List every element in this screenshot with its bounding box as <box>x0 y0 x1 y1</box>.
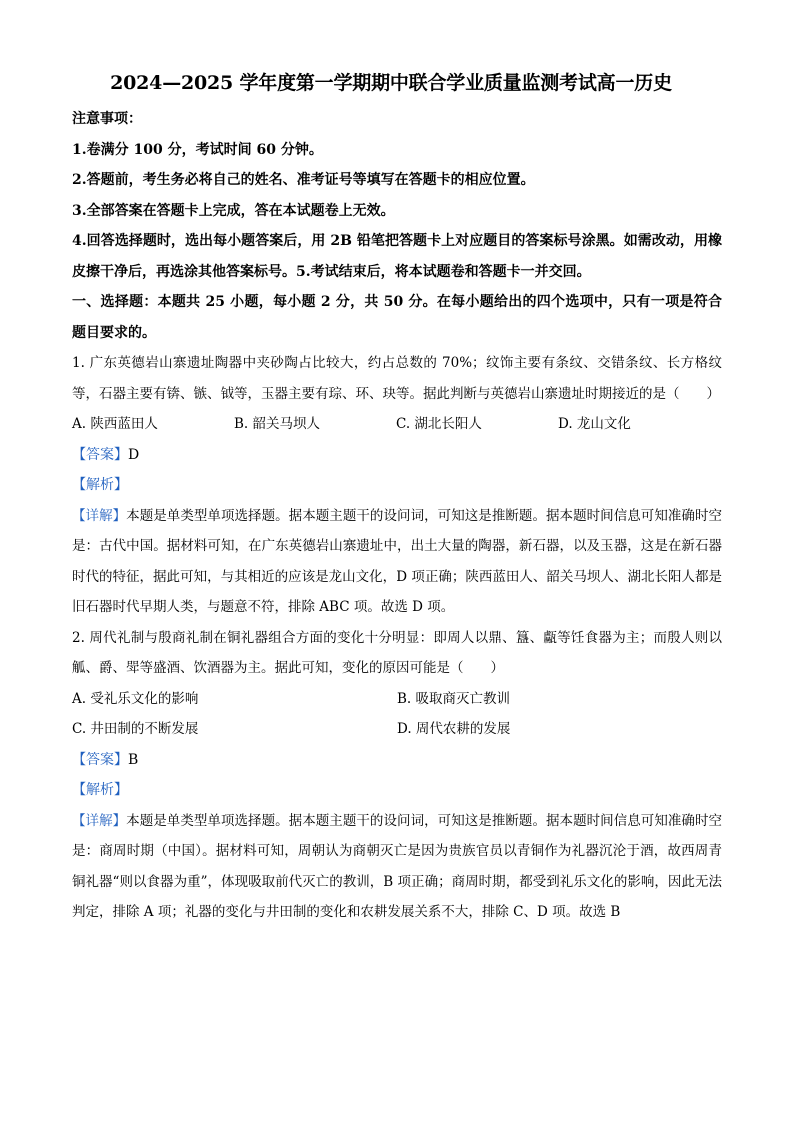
question-1 <box>72 348 722 623</box>
notice-heading: 注意事项： <box>72 111 142 127</box>
notice-item: 3.全部答案在答题卡上完成，答在本试题卷上无效。 <box>72 202 395 219</box>
detail-text: 本题是单类型单项选择题。据本题主题干的设问词，可知这是推断题。据本题时间信息可知准确时空是：古代中国。据材料可知，在广东英德岩山寨遗址中，出土大量的陶器，新石器，以及玉器，这是在新石器时代的特征，据此可知，与其相近的应该是龙山文化，D 项正确；陕西蓝田人、韶关马坝人、湖北长阳人都是旧石器时代早期人类，与题意不符，排除 ABC 项。故选 D 项。 <box>72 507 723 615</box>
section-heading: 一、选择题：本题共 25 小题，每小题 2 分，共 50 分。在每小题给出的四个选项中，只有一项是符合题目要求的。 <box>72 294 722 341</box>
question-2 <box>72 623 722 928</box>
answer-line <box>72 745 722 776</box>
option-d: D. 龙山文化 <box>558 416 631 432</box>
notice-item: 4.回答选择题时，选出每小题答案后，用 2B 铅笔把答题卡上对应题目的答案标号涂黑。如需改动，用橡皮擦干净后，再选涂其他答案标号。5.考试结束后，将本试题卷和答题卡一并交回。 <box>72 233 722 280</box>
option-a: A. 受礼乐文化的影响 <box>72 690 199 707</box>
answer-label: 【答案】 <box>72 446 128 463</box>
option-list <box>72 714 722 745</box>
analysis-label: 【解析】 <box>72 782 128 798</box>
notice-item: 2.答题前，考生务必将自己的姓名、准考证号等填写在答题卡的相应位置。 <box>72 172 535 188</box>
option-list <box>72 684 722 715</box>
option-b: B. 吸取商灭亡教训 <box>397 690 511 707</box>
answer-line <box>72 440 722 471</box>
answer-value: B <box>128 751 139 768</box>
detail-text: 本题是单类型单项选择题。据本题主题干的设问词，可知这是推断题。据本题时间信息可知准确时空是：商周时期（中国）。据材料可知，周朝认为商朝灭亡是因为贵族官员以青铜作为礼器沉沦于酒，故西周青铜礼器“则以食器为重”，体现吸取前代灭亡的教训，B 项正确；商周时期，都受到礼乐文化的影响，因此无法判定，排除 A 项；礼器的变化与井田制的变化和农耕发展关系不大，排除 C、D 项。故选 B <box>72 812 723 920</box>
option-list <box>72 409 722 440</box>
question-stem: 2. 周代礼制与殷商礼制在铜礼器组合方面的变化十分明显：即周人以鼎、簋、甗等饪食器为主；而殷人则以觚、爵、斝等盛酒、饮酒器为主。据此可知，变化的原因可能是（ ） <box>72 629 722 676</box>
option-c: C. 湖北长阳人 <box>396 416 482 432</box>
page-title: 2024—2025 学年度第一学期期中联合学业质量监测考试高一历史 <box>110 72 672 94</box>
analysis-label: 【解析】 <box>72 477 128 493</box>
detail-label: 【详解】 <box>72 507 127 524</box>
question-stem: 1. 广东英德岩山寨遗址陶器中夹砂陶占比较大，约占总数的 70%；纹饰主要有条纹、交错条纹、长方格纹等，石器主要有锛、镞、钺等，玉器主要有琮、环、玦等。据此判断与英德岩山寨遗址时期接近的是（ ） <box>72 355 722 402</box>
notice-item: 1.卷满分 100 分，考试时间 60 分钟。 <box>72 141 323 158</box>
document-page <box>72 68 722 928</box>
detail-paragraph <box>72 806 722 928</box>
option-b: B. 韶关马坝人 <box>234 416 321 432</box>
detail-label: 【详解】 <box>72 812 127 829</box>
option-c: C. 井田制的不断发展 <box>72 721 199 737</box>
answer-label: 【答案】 <box>72 751 128 768</box>
option-d: D. 周代农耕的发展 <box>397 721 511 737</box>
option-a: A. 陕西蓝田人 <box>72 416 158 432</box>
answer-value: D <box>128 446 140 463</box>
detail-paragraph <box>72 501 722 623</box>
